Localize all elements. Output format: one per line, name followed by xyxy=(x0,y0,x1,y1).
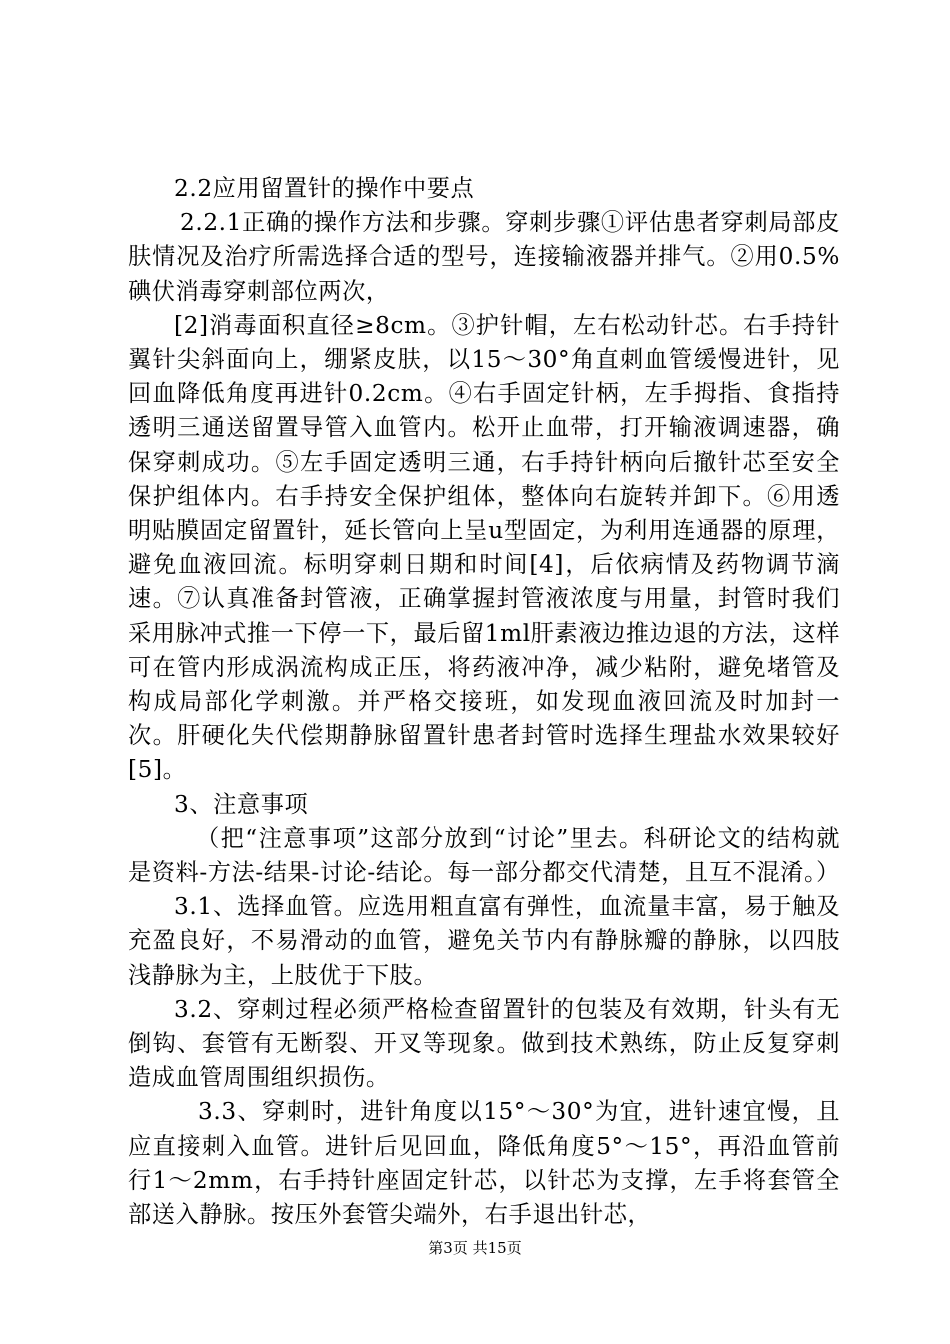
document-body xyxy=(128,172,840,1232)
page-number-footer: 第3页 共15页 xyxy=(428,1239,522,1257)
paragraph-3-2: 3.2、穿刺过程必须严格检查留置针的包装及有效期，针头有无倒钩、套管有无断裂、开叉等现象。做到技术熟练，防止反复穿刺造成血管周围组织损伤。 xyxy=(128,995,840,1092)
paragraph-3-1: 3.1、选择血管。应选用粗直富有弹性，血流量丰富，易于触及充盈良好，不易滑动的血管，避免关节内有静脉瓣的静脉，以四肢浅静脉为主，上肢优于下肢。 xyxy=(128,893,840,989)
paragraph-3-3: 3.3、穿刺时，进针角度以15°～30°为宜，进针速宜慢，且应直接刺入血管。进针后见回血，降低角度5°～15°，再沿血管前行1～2mm，右手持针座固定针芯，以针芯为支撑，左手将套管全部送入静脉。按压外套管尖端外，右手退出针芯， xyxy=(128,1098,840,1229)
paragraph-procedure-steps: [2]消毒面积直径≥8cm。③护针帽，左右松动针芯。右手持针翼针尖斜面向上，绷紧皮肤，以15～30°角直刺血管缓慢进针，见回血降低角度再进针0.2cm。④右手固定针柄，左手拇指、食指持透明三通送留置导管入血管内。松开止血带，打开输液调速器，确保穿刺成功。⑤左手固定透明三通，右手持针柄向后撤针芯至安全保护组体内。右手持安全保护组体，整体向右旋转并卸下。⑥用透明贴膜固定留置针，延长管向上呈u型固定，为利用连通器的原理，避免血液回流。标明穿刺日期和时间[4]，后依病情及药物调节滴速。⑦认真准备封管液，正确掌握封管液浓度与用量，封管时我们采用脉冲式推一下停一下，最后留1ml肝素液边推边退的方法，这样可在管内形成涡流构成正压，将药液冲净，减少粘附，避免堵管及构成局部化学刺激。并严格交接班，如发现血液回流及时加封一次。肝硬化失代偿期静脉留置针患者封管时选择生理盐水效果较好[5]。 xyxy=(128,311,841,784)
editor-comment: （把“注意事项”这部分放到“讨论”里去。科研论文的结构就是资料-方法-结果-讨论-结论。每一部分都交代清楚，且互不混淆。） xyxy=(128,824,840,887)
paragraph-2-2-1: 2.2.1正确的操作方法和步骤。穿刺步骤①评估患者穿刺局部皮肤情况及治疗所需选择合适的型号，连接输液器并排气。②用0.5%碘伏消毒穿刺部位两次， xyxy=(128,209,840,305)
section-heading-3: 3、注意事项 xyxy=(174,790,309,818)
section-heading-2-2: 2.2应用留置针的操作中要点 xyxy=(174,175,475,202)
